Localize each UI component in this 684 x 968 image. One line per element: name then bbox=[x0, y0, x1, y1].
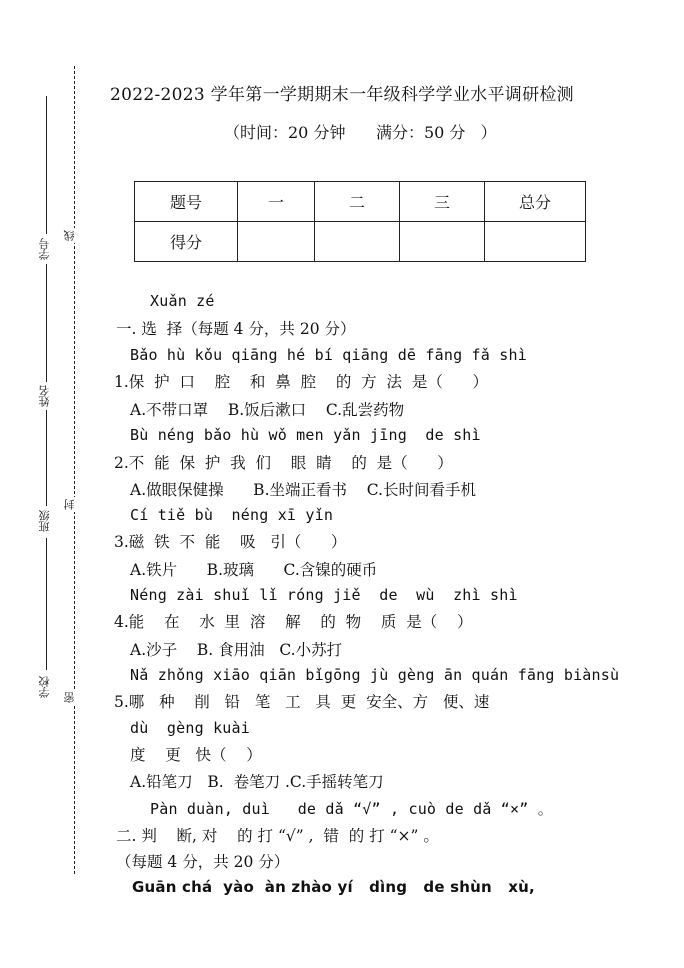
table-header-cell: 三 bbox=[400, 182, 485, 222]
q5-text: 5.哪 种 削 铅 笔 工 具 更 安全、方 便、速 bbox=[114, 693, 490, 711]
section1-heading: 一. 选 择（每题 4 分，共 20 分） bbox=[116, 320, 356, 338]
q3-text: 3.磁 铁 不 能 吸 引（ ） bbox=[114, 533, 347, 551]
q3-pinyin: Cí tiě bù néng xī yǐn bbox=[130, 506, 334, 524]
table-row bbox=[135, 222, 586, 262]
class-underline bbox=[46, 410, 47, 506]
section1-pinyin: Xuǎn zé bbox=[150, 292, 215, 310]
name-label: 姓名 bbox=[38, 385, 51, 407]
q5-text-2: 度 更 快（ ） bbox=[130, 746, 262, 764]
q1-text: 1.保 护 口 腔 和 鼻 腔 的 方 法 是（ ） bbox=[114, 373, 488, 391]
section2-score: （每题 4 分，共 20 分） bbox=[116, 853, 290, 871]
score-row-label: 得分 bbox=[135, 222, 238, 262]
score-cell-1[interactable] bbox=[238, 222, 315, 262]
q4-options: A.沙子 B. 食用油 C.小苏打 bbox=[130, 641, 343, 659]
student-id-label: 学号 bbox=[38, 238, 51, 260]
q1-pinyin: Bǎo hù kǒu qiāng hé bí qiāng dē fāng fǎ shì bbox=[130, 346, 527, 364]
table-header-cell: 二 bbox=[315, 182, 400, 222]
q5-pinyin-2: dù gèng kuài bbox=[130, 719, 250, 737]
q2-options: A.做眼保健操 B.坐端正看书 C.长时间看手机 bbox=[130, 481, 476, 499]
q2-pinyin: Bù néng bǎo hù wǒ men yǎn jīng de shì bbox=[130, 426, 481, 444]
section2-pinyin: Pàn duàn, duì de dǎ “√” , cuò de dǎ “×” 。 bbox=[150, 800, 553, 818]
binding-dashed-line bbox=[74, 66, 75, 874]
student-id-underline bbox=[46, 96, 47, 234]
exam-subtitle: （时间：20 分钟 满分：50 分 ） bbox=[224, 123, 497, 142]
class-label: 班级 bbox=[38, 510, 51, 532]
table-row bbox=[135, 182, 586, 222]
table-header-cell: 一 bbox=[238, 182, 315, 222]
q4-pinyin: Néng zài shuǐ lǐ róng jiě de wù zhì shì bbox=[130, 586, 518, 604]
q5-pinyin: Nǎ zhǒng xiāo qiān bǐgōng jù gèng ān quán fāng biànsù bbox=[130, 666, 620, 684]
school-underline bbox=[46, 538, 47, 670]
q4-text: 4.能 在 水 里 溶 解 的 物 质 是（ ） bbox=[114, 613, 473, 631]
score-cell-2[interactable] bbox=[315, 222, 400, 262]
table-header-cell: 总分 bbox=[485, 182, 586, 222]
seal-mi-label: 密 bbox=[63, 692, 76, 703]
section2-heading: 二. 判 断, 对 的 打 “√” , 错 的 打 “×” 。 bbox=[116, 827, 439, 845]
table-header-cell: 题号 bbox=[135, 182, 238, 222]
section2-next-pinyin: Guān chá yào àn zhào yí dìng de shùn xù, bbox=[132, 878, 535, 896]
q5-options: A.铅笔刀 B. 卷笔刀 .C.手摇转笔刀 bbox=[130, 773, 384, 791]
score-table bbox=[134, 181, 586, 262]
exam-title: 2022-2023 学年第一学期期末一年级科学学业水平调研检测 bbox=[110, 85, 574, 105]
name-underline bbox=[46, 264, 47, 382]
q1-options: A.不带口罩 B.饭后漱口 C.乱尝药物 bbox=[130, 401, 405, 419]
seal-xian-label: 线 bbox=[63, 230, 76, 241]
school-label: 学校 bbox=[38, 676, 51, 698]
score-cell-3[interactable] bbox=[400, 222, 485, 262]
seal-feng-label: 封 bbox=[63, 499, 76, 510]
score-cell-total[interactable] bbox=[485, 222, 586, 262]
q3-options: A.铁片 B.玻璃 C.含镍的硬币 bbox=[130, 561, 378, 579]
q2-text: 2.不 能 保 护 我 们 眼 睛 的 是（ ） bbox=[114, 454, 453, 472]
